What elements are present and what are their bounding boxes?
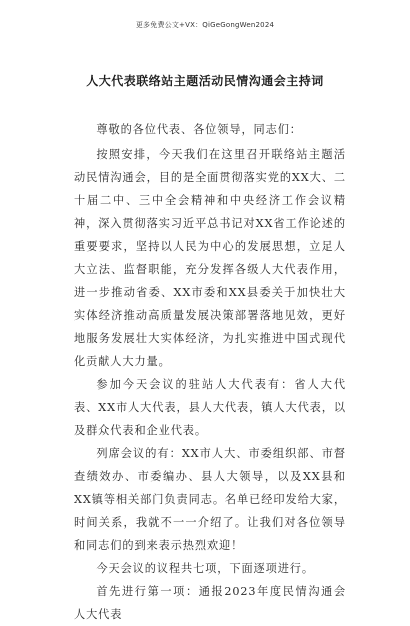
paragraph-agenda: 今天会议的议程共七项，下面逐项进行。	[96, 562, 314, 575]
paragraph-observers: 列席会议的有：XX市人大、市委组织部、市督查绩效办、市委编办、县人大领导，以及XX县和XX镇等相关部门负责同志。名单已经印发给大家，时间关系，我就不一一介绍了。让我们对各位领导和同志们的到来表示热烈欢迎！	[74, 447, 346, 552]
salutation: 尊敬的各位代表、各位领导，同志们：	[96, 123, 302, 136]
paragraph-attendees: 参加今天会议的驻站人大代表有：省人大代表、XX市人大代表，县人大代表，镇人大代表，以及群众代表和企业代表。	[74, 378, 346, 437]
document-title: 人大代表联络站主题活动民情沟通会主持词	[86, 74, 324, 88]
header-note: 更多免费公文+VX：QiGeGongWen2024	[135, 21, 275, 29]
paragraph-opening: 按照安排，今天我们在这里召开联络站主题活动民情沟通会，目的是全面贯彻落实党的XX大、二十届二中、三中全会精神和中央经济工作会议精神，深入贯彻落实习近平总书记对XX省工作论述的重要要求，坚持以人民为中心的发展思想，立足人大立法、监督职能，充分发挥各级人大代表作用，进一步推动省委、XX市委和XX县委关于加快壮大实体经济推动高质量发展决策部署落地见效，更好地服务发展壮大实体经济，为扎实推进中国式现代化贡献人大力量。	[74, 148, 346, 368]
document-body	[74, 118, 346, 626]
paragraph-item-one: 首先进行第一项：通报2023年度民情沟通会人大代表	[74, 585, 346, 621]
